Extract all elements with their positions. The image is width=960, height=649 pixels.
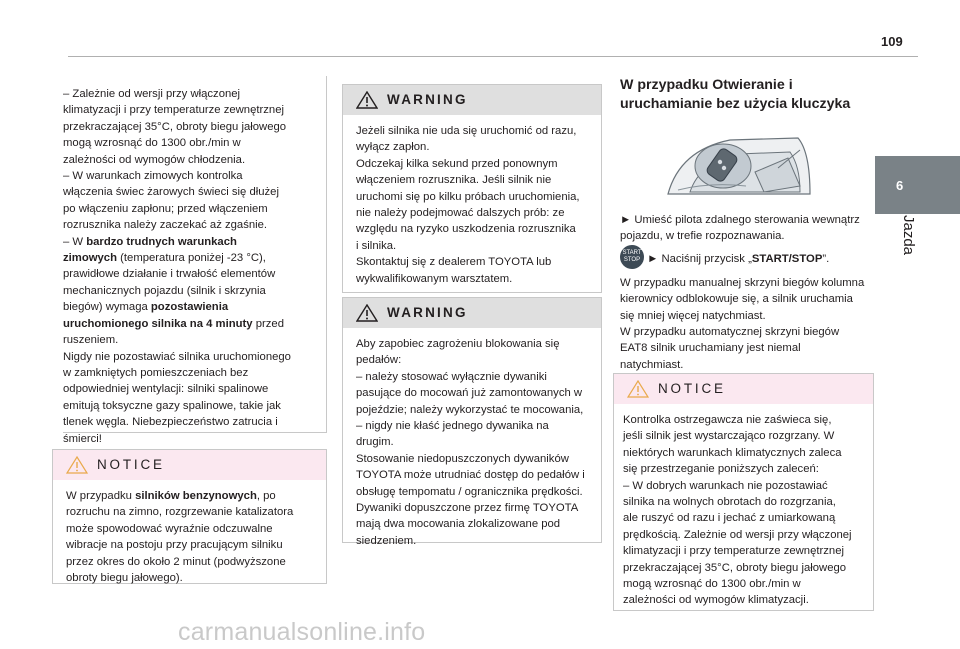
notice-body [53, 480, 326, 586]
warning-box [342, 84, 602, 293]
warning-line: siedzeniem. [356, 534, 417, 547]
notice-line: Kontrolka ostrzegawcza nie zaświeca się, [623, 414, 832, 426]
body-line: natychmiast. [620, 358, 684, 371]
col1-line: włączenia świec żarowych świeci się dłużej [63, 186, 279, 199]
column-1-text [63, 86, 329, 447]
notice-line: obroty biegu jałowego). [66, 572, 183, 585]
page-number: 109 [881, 34, 903, 49]
notice-line: jeśli silnik jest wystarczająco rozgrzany. W [623, 430, 835, 443]
col1-line: – W warunkach zimowych kontrolka [63, 170, 243, 183]
chapter-tab[interactable] [875, 156, 960, 214]
warning-line: nie należy podejmować dalszych prób: ze [356, 207, 565, 220]
warning-line: włączeniem rozrusznika. Jeśli silnik nie [356, 174, 552, 187]
col1-line: przekraczającej 35°C, obroty biegu jałowego [63, 120, 287, 133]
bold-text: pozostawienia [150, 301, 229, 314]
warning-title: WARNING [387, 305, 468, 320]
warning-line: obsługę tempomatu / ogranicznika prędkości. [356, 485, 583, 498]
winter-line [63, 250, 329, 266]
warning-line: wyłącz zapłon. [356, 141, 430, 154]
notice-line: – W dobrych warunkach nie pozostawiać [623, 479, 828, 492]
notice-header [614, 374, 873, 404]
header-rule [68, 56, 918, 57]
notice-line: zależności od wymogów klimatyzacji. [623, 594, 809, 607]
col1-line: prawidłowe działanie i trwałość elementów [63, 268, 276, 281]
warning-line: pedałów: [356, 354, 402, 367]
warning-line: Dywaniki dopuszczone przez firmę TOYOTA [356, 502, 579, 515]
step-line [620, 247, 870, 271]
col1-line: po włączeniu zapłonu; przed włączeniem [63, 202, 268, 215]
col1-bottom-rule [63, 432, 327, 433]
chapter-title [900, 215, 917, 285]
winter-line [63, 234, 329, 250]
notice-line: ale ruszyć od razu i jechać z umiarkowaną [623, 512, 836, 525]
body-line: W przypadku manualnej skrzyni biegów kolumna [620, 276, 865, 289]
winter-line [63, 316, 329, 332]
warning-line: pasujące do mocowań już zamontowanych w [356, 387, 583, 400]
section-title-line: uruchamianie bez użycia kluczyka [620, 96, 851, 112]
col1-line: zależności od wymogów chłodzenia. [63, 153, 246, 166]
winter-line [63, 299, 329, 315]
section-text [620, 212, 870, 373]
col1-line: mechanicznych pojazdu (silnik i skrzynia [63, 284, 266, 297]
col1-line: klimatyzacji i przy temperaturze zewnętrznej [63, 104, 284, 117]
warning-body [343, 328, 601, 549]
notice-line: przez okres do około 2 minut (podwyższone [66, 555, 286, 568]
notice-body [614, 404, 873, 609]
notice-line: się przestrzeganie poniższych zaleceń: [623, 463, 819, 476]
warning-line: Aby zapobiec zagrożeniu blokowania się [356, 338, 560, 350]
warning-line: TOYOTA może utrudniać dostęp do pedałów i [356, 469, 585, 482]
car-interior-key-illustration [660, 132, 813, 202]
notice-line: klimatyzacji i przy temperaturze zewnętrznej [623, 545, 844, 558]
notice-line: niektórych warunkach klimatycznych zaleca [623, 446, 842, 459]
col1-line: Nigdy nie pozostawiać silnika uruchomionego [63, 350, 291, 363]
step-line: pojazdu, w trefie rozpoznawania. [620, 230, 785, 243]
notice-header [53, 450, 326, 480]
notice-line: mogą wzrosnąć do 1300 obr./min w [623, 578, 801, 591]
notice-line: wibracje na postoju przy pracującym silniku [66, 539, 283, 552]
notice-line: może spowodować wyraźnie odczuwalne [66, 522, 273, 535]
warning-line: Odczekaj kilka sekund przed ponownym [356, 157, 558, 170]
warning-triangle-icon [356, 304, 378, 322]
warning-line: – należy stosować wyłącznie dywaniki [356, 370, 547, 383]
text-fragment: biegów) wymaga [63, 301, 151, 314]
col1-line: w zamkniętych pomieszczeniach bez [63, 366, 249, 379]
warning-line: uruchomi się po kilku próbach uruchomienia, [356, 190, 580, 203]
body-line: EAT8 silnik uruchamiany jest niemal [620, 342, 801, 355]
watermark: carmanualsonline.info [178, 618, 426, 646]
warning-triangle-icon [627, 380, 649, 398]
warning-line: pojeździe; należy wykorzystać te mocowania, [356, 403, 584, 416]
start-icon-text: START [622, 249, 642, 256]
step-line: ► Umieść pilota zdalnego sterowania wewnątrz [620, 214, 860, 226]
warning-header [343, 298, 601, 328]
body-line: W przypadku automatycznej skrzyni biegów [620, 326, 840, 339]
warning-box [342, 297, 602, 547]
notice-line: prędkością. Zależnie od wersji przy włączonej [623, 528, 852, 541]
col1-line: emitują toksyczne gazy spalinowe, takie jak [63, 399, 281, 412]
bold-text: zimowych [63, 252, 117, 265]
col1-line: odpowiedniej wentylacji: silniki spalinowe [63, 383, 269, 396]
notice-line: przekraczającej 35°C, obroty biegu jałowego [623, 561, 847, 574]
text-fragment: – W [63, 235, 87, 248]
warning-line: Stosowanie niedopuszczonych dywaników [356, 452, 569, 465]
body-line: kierownicy odblokowuje się, a silnik uruchamia [620, 293, 853, 306]
start-stop-icon [620, 245, 644, 269]
notice-line: rozruchu na zimno, rozgrzewanie katalizatora [66, 506, 294, 519]
text-fragment: ”. [822, 252, 830, 265]
warning-line: drugim. [356, 436, 394, 449]
notice-title: NOTICE [97, 457, 165, 472]
col1-line: tlenek węgla. Niebezpieczeństwo zatrucia i [63, 416, 278, 429]
warning-line: względu na ryzyko uszkodzenia rozrusznika [356, 223, 576, 236]
col1-line: rozrusznika należy zaczekać aż zgaśnie. [63, 219, 268, 232]
bold-text: silników benzynowych [135, 490, 257, 502]
text-fragment: przed [252, 317, 284, 330]
warning-line: wykwalifikowanym warsztatem. [356, 272, 513, 285]
warning-triangle-icon [356, 91, 378, 109]
bold-text: bardzo trudnych warunkach [86, 235, 237, 248]
warning-title: WARNING [387, 92, 468, 107]
warning-body [343, 115, 601, 287]
notice-line: silnika na wolnych obrotach do rozgrzania, [623, 496, 836, 509]
text-fragment: , po [256, 490, 276, 502]
col1-line: ruszeniem. [63, 334, 119, 347]
notice-title: NOTICE [658, 381, 726, 396]
section-title-line: W przypadku Otwieranie i [620, 77, 793, 93]
col1-bottom-rule [326, 76, 327, 432]
text-fragment: (temperatura poniżej -23 °C), [117, 252, 266, 265]
notice-line [66, 488, 316, 504]
col1-line: – Zależnie od wersji przy włączonej [63, 88, 241, 100]
col1-line: śmierci! [63, 432, 102, 445]
text-fragment: W przypadku [66, 490, 136, 502]
body-line: się mniej więcej natychmiast. [620, 309, 766, 322]
notice-box [52, 449, 327, 584]
warning-line: – nigdy nie kłaść jednego dywanika na [356, 420, 549, 433]
warning-line: Skontaktuj się z dealerem TOYOTA lub [356, 256, 552, 269]
warning-header [343, 85, 601, 115]
col1-line: mogą wzrosnąć do 1300 obr./min w [63, 137, 241, 150]
warning-line: i silnika. [356, 239, 397, 252]
warning-line: Jeżeli silnika nie uda się uruchomić od razu, [356, 125, 577, 137]
warning-triangle-icon [66, 456, 88, 474]
warning-line: mają dwa mocowania zlokalizowane pod [356, 518, 561, 531]
bold-text: START/STOP [751, 252, 823, 265]
bold-text: uruchomionego silnika na 4 minuty [63, 317, 253, 330]
chapter-number: 6 [896, 178, 904, 193]
text-fragment: ► Naciśnij przycisk „ [647, 252, 752, 265]
section-title [620, 76, 850, 114]
chapter-title-text: Jazda [900, 215, 917, 256]
notice-box [613, 373, 874, 611]
stop-icon-text: STOP [623, 256, 641, 263]
